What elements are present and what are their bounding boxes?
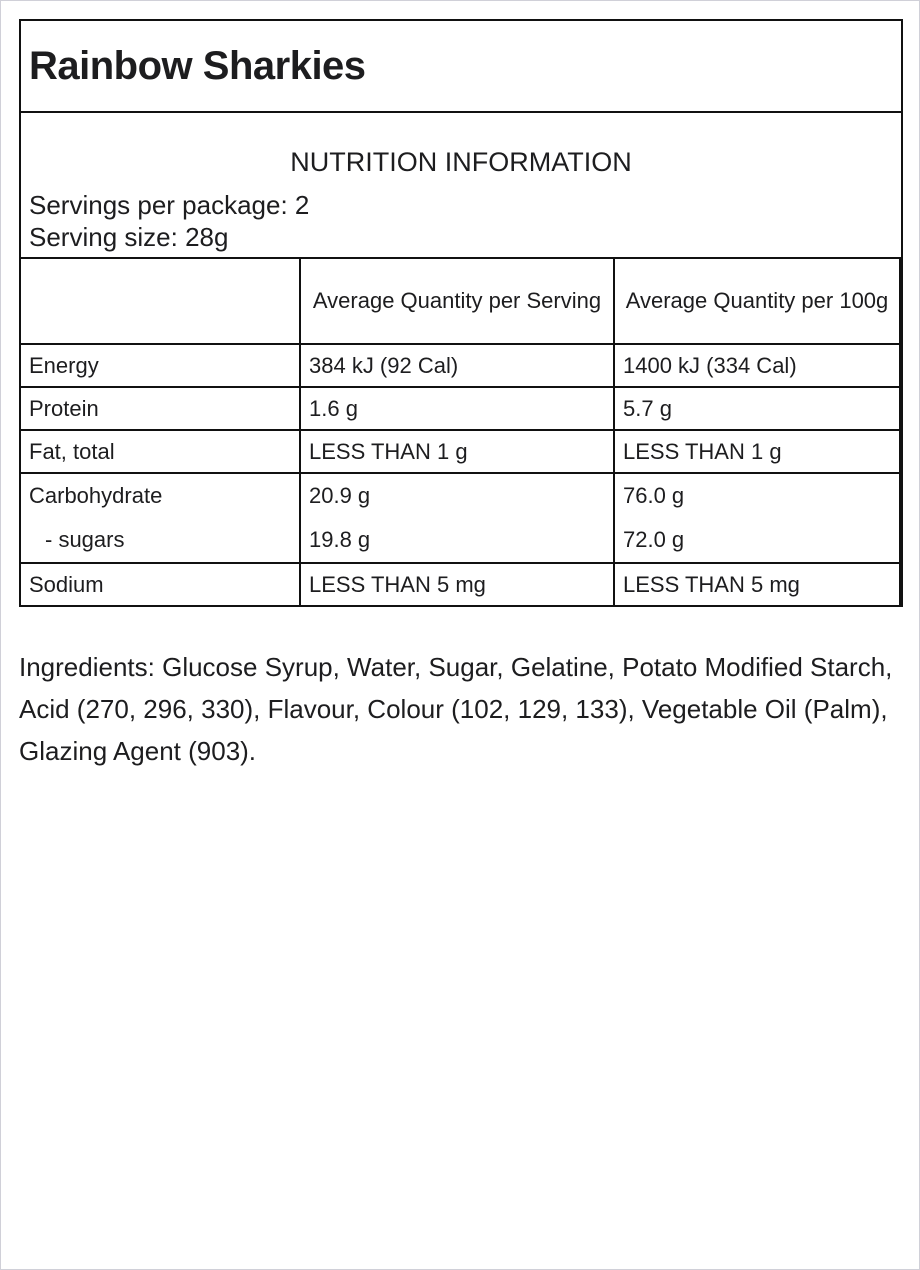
sub-per-100g-value: 72.0 g	[623, 527, 685, 552]
per-serving-value: 1.6 g	[300, 387, 614, 430]
nutrition-label	[19, 19, 903, 607]
column-header-nutrient	[20, 258, 300, 344]
per-100g-value: 76.0 g	[623, 483, 685, 508]
per-serving-group	[300, 473, 614, 563]
nutrient-label: Fat, total	[20, 430, 300, 473]
per-100g-group	[614, 473, 900, 563]
per-100g-value: 1400 kJ (334 Cal)	[614, 344, 900, 387]
product-title: Rainbow Sharkies	[29, 43, 366, 88]
nutrient-label: Protein	[20, 387, 300, 430]
table-row-protein	[20, 387, 900, 430]
sub-nutrient-label: - sugars	[45, 527, 125, 552]
table-row-energy	[20, 344, 900, 387]
column-header-per-serving: Average Quantity per Serving	[300, 258, 614, 344]
ingredients-text: Ingredients: Glucose Syrup, Water, Sugar, Gelatine, Potato Modified Starch, Acid (270, 296, 330), Flavour, Colour (102, 129, 133), Vegetable Oil (Palm), Glazing Agent (903).	[19, 652, 893, 766]
serving-size: Serving size: 28g	[29, 222, 229, 252]
sub-per-serving-value: 19.8 g	[309, 527, 371, 552]
column-header-per-100g: Average Quantity per 100g	[614, 258, 900, 344]
servings-per-package: Servings per package: 2	[29, 190, 310, 220]
nutrition-heading: NUTRITION INFORMATION	[290, 147, 632, 177]
per-100g-value: 5.7 g	[614, 387, 900, 430]
title-row	[21, 21, 901, 113]
nutrient-label-group	[20, 473, 300, 563]
per-serving-value: LESS THAN 5 mg	[300, 563, 614, 606]
per-100g-value: LESS THAN 1 g	[614, 430, 900, 473]
table-row-fat	[20, 430, 900, 473]
nutrition-table	[19, 257, 901, 607]
per-serving-value: LESS THAN 1 g	[300, 430, 614, 473]
table-header-row	[20, 258, 900, 344]
nutrient-label: Sodium	[20, 563, 300, 606]
serving-info	[21, 183, 901, 257]
per-100g-value: LESS THAN 5 mg	[614, 563, 900, 606]
table-row-sodium	[20, 563, 900, 606]
per-serving-value: 20.9 g	[309, 483, 371, 508]
per-serving-value: 384 kJ (92 Cal)	[300, 344, 614, 387]
nutrient-label: Carbohydrate	[29, 483, 163, 508]
table-row-carbohydrate	[20, 473, 900, 563]
nutrient-label: Energy	[20, 344, 300, 387]
